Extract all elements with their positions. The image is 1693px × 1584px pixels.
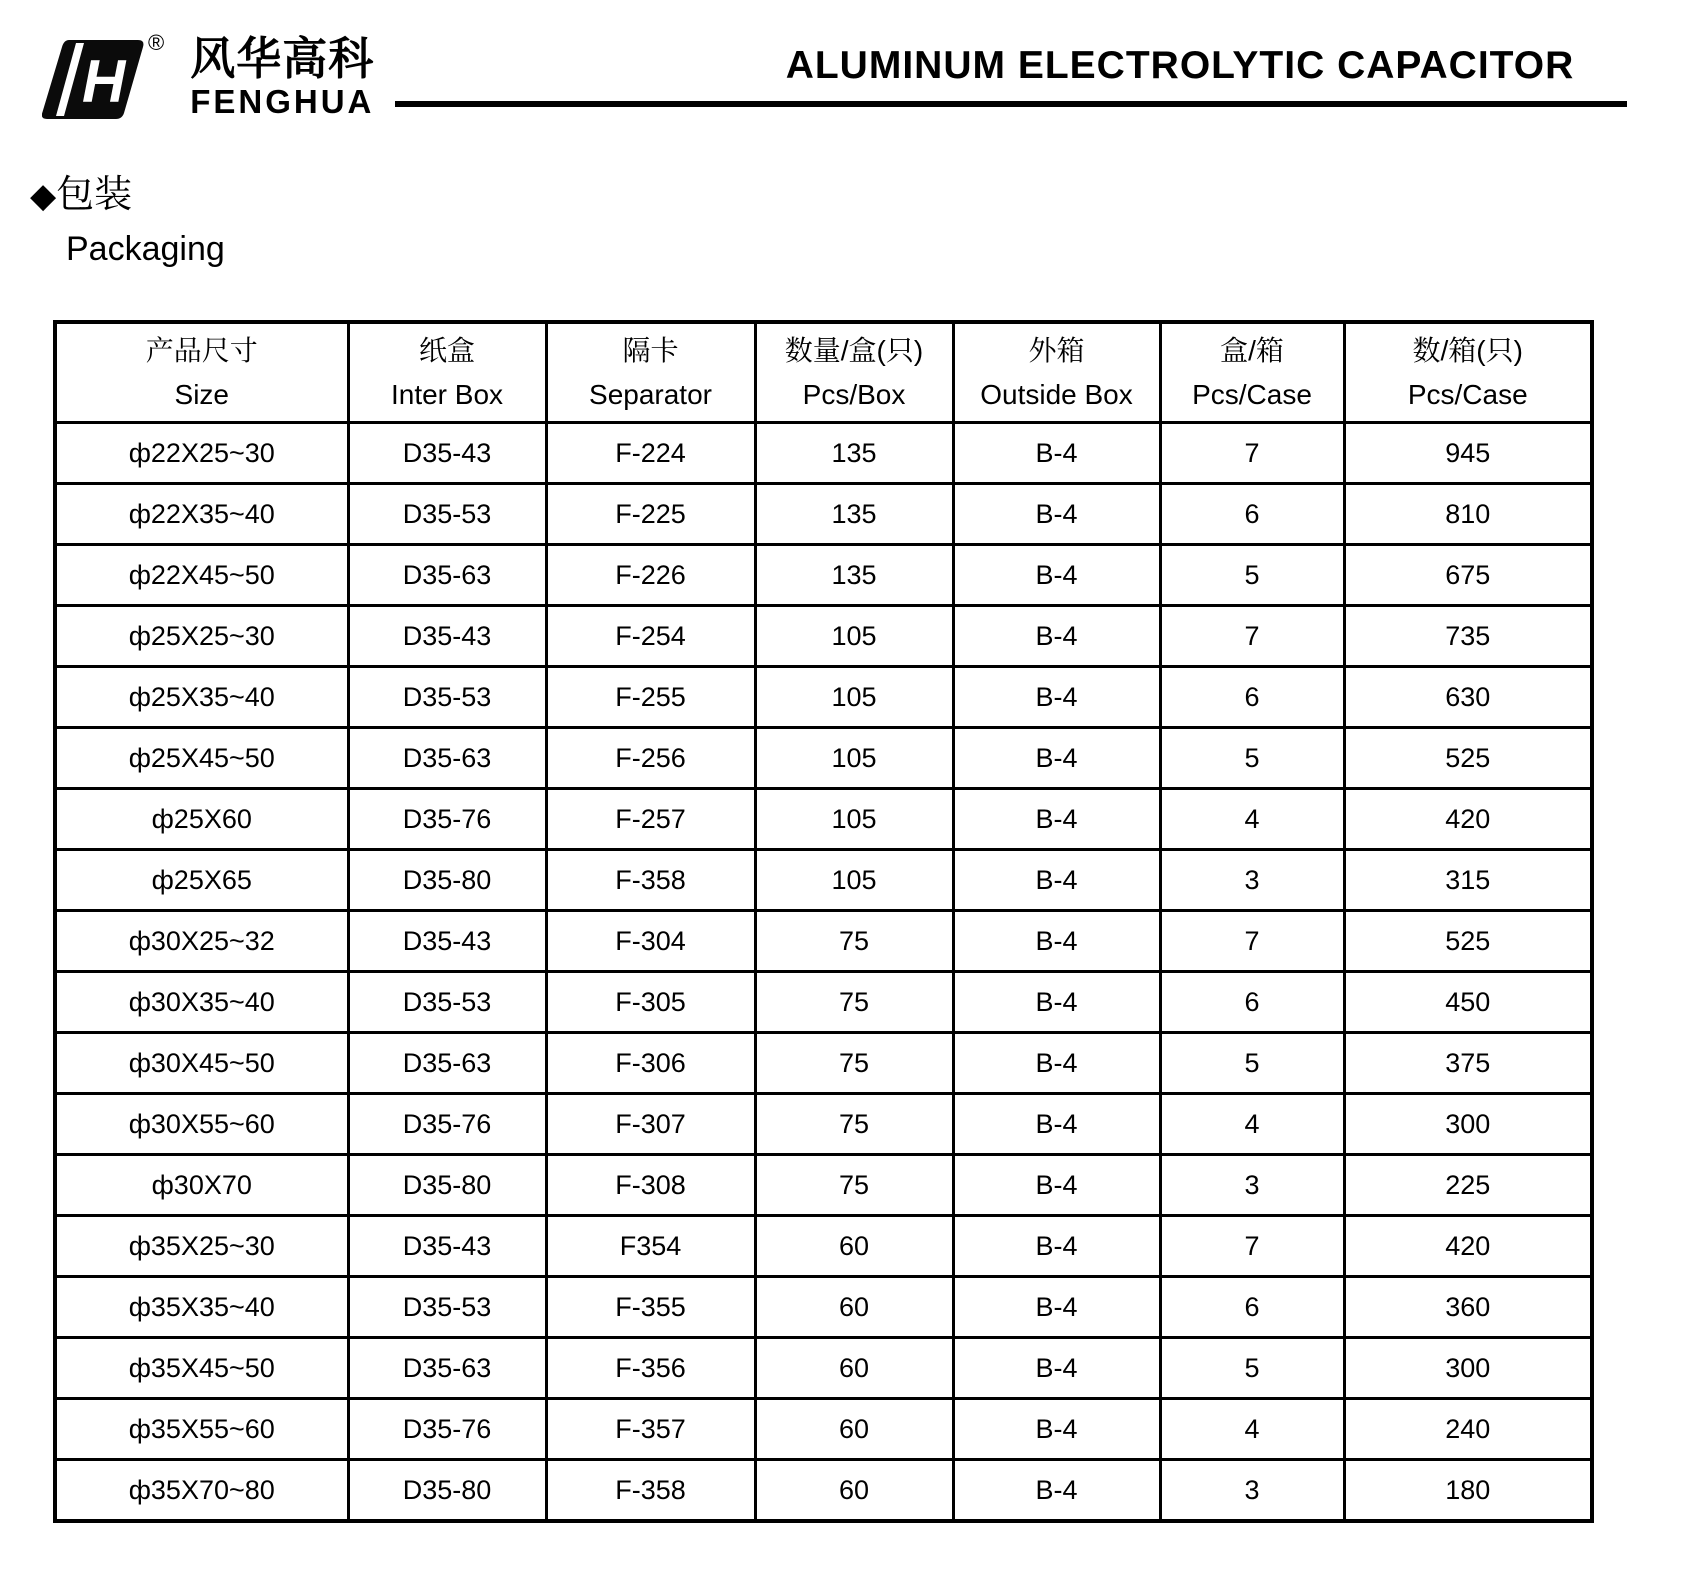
cell-size: ф25X45~50 [55, 728, 348, 789]
cell-size: ф35X55~60 [55, 1399, 348, 1460]
diamond-bullet-icon: ◆ [30, 177, 57, 215]
cell-inter-box: D35-53 [348, 972, 546, 1033]
column-header-stack [350, 324, 545, 421]
cell-pcs-box: 75 [755, 911, 953, 972]
cell-boxes-case: 5 [1160, 1338, 1344, 1399]
table-row [55, 667, 1592, 728]
table-row [55, 1216, 1592, 1277]
table-row [55, 1094, 1592, 1155]
column-header-separator [546, 322, 755, 423]
cell-outside-box: B-4 [953, 484, 1160, 545]
column-header-en: Pcs/Case [1407, 379, 1528, 410]
cell-size: ф35X35~40 [55, 1277, 348, 1338]
cell-separator: F-225 [546, 484, 755, 545]
cell-separator: F-254 [546, 606, 755, 667]
cell-outside-box: B-4 [953, 667, 1160, 728]
cell-pcs-box: 135 [755, 545, 953, 606]
cell-boxes-case: 7 [1160, 606, 1344, 667]
table-row [55, 789, 1592, 850]
cell-outside-box: B-4 [953, 606, 1160, 667]
cell-inter-box: D35-76 [348, 1399, 546, 1460]
cell-pcs-case: 300 [1344, 1094, 1592, 1155]
column-header-cn: 隔卡 [622, 335, 679, 366]
cell-pcs-case: 450 [1344, 972, 1592, 1033]
cell-pcs-case: 240 [1344, 1399, 1592, 1460]
cell-outside-box: B-4 [953, 1155, 1160, 1216]
column-header-inter-box [348, 322, 546, 423]
cell-boxes-case: 5 [1160, 1033, 1344, 1094]
cell-pcs-case: 630 [1344, 667, 1592, 728]
brand-name-chinese: 风华高科 [190, 33, 375, 84]
column-header-stack [757, 324, 952, 421]
table-row [55, 484, 1592, 545]
cell-boxes-case: 7 [1160, 1216, 1344, 1277]
cell-separator: F-306 [546, 1033, 755, 1094]
cell-inter-box: D35-43 [348, 1216, 546, 1277]
table-row [55, 1033, 1592, 1094]
cell-boxes-case: 5 [1160, 728, 1344, 789]
cell-size: ф22X25~30 [55, 423, 348, 484]
cell-pcs-case: 180 [1344, 1460, 1592, 1522]
packaging-table [53, 320, 1594, 1523]
table-row [55, 1155, 1592, 1216]
section-heading-en: Packaging [66, 230, 225, 268]
cell-inter-box: D35-80 [348, 1155, 546, 1216]
cell-boxes-case: 6 [1160, 484, 1344, 545]
cell-size: ф25X65 [55, 850, 348, 911]
cell-pcs-case: 375 [1344, 1033, 1592, 1094]
table-header-row [55, 322, 1592, 423]
table-row [55, 1460, 1592, 1522]
cell-boxes-case: 5 [1160, 545, 1344, 606]
cell-size: ф35X25~30 [55, 1216, 348, 1277]
svg-text:H: H [82, 48, 126, 115]
cell-boxes-case: 3 [1160, 1155, 1344, 1216]
cell-pcs-box: 75 [755, 1033, 953, 1094]
cell-pcs-box: 60 [755, 1399, 953, 1460]
column-header-en: Size [174, 379, 229, 410]
cell-pcs-case: 420 [1344, 789, 1592, 850]
cell-pcs-box: 75 [755, 1155, 953, 1216]
table-row [55, 728, 1592, 789]
cell-boxes-case: 6 [1160, 667, 1344, 728]
column-header-stack [1346, 324, 1591, 421]
table-row [55, 850, 1592, 911]
cell-pcs-case: 945 [1344, 423, 1592, 484]
cell-outside-box: B-4 [953, 1216, 1160, 1277]
cell-outside-box: B-4 [953, 728, 1160, 789]
cell-size: ф35X70~80 [55, 1460, 348, 1522]
table-header [55, 322, 1592, 423]
cell-outside-box: B-4 [953, 1399, 1160, 1460]
cell-inter-box: D35-53 [348, 484, 546, 545]
cell-inter-box: D35-43 [348, 606, 546, 667]
cell-outside-box: B-4 [953, 1460, 1160, 1522]
cell-separator: F-226 [546, 545, 755, 606]
cell-pcs-case: 315 [1344, 850, 1592, 911]
cell-outside-box: B-4 [953, 1094, 1160, 1155]
column-header-en: Pcs/Box [802, 379, 906, 410]
cell-pcs-box: 75 [755, 1094, 953, 1155]
cell-pcs-box: 105 [755, 606, 953, 667]
cell-separator: F-257 [546, 789, 755, 850]
cell-size: ф30X70 [55, 1155, 348, 1216]
cell-outside-box: B-4 [953, 972, 1160, 1033]
column-header-pcs-case [1344, 322, 1592, 423]
column-header-en: Inter Box [390, 379, 504, 410]
table-row [55, 545, 1592, 606]
page-title: ALUMINUM ELECTROLYTIC CAPACITOR [785, 44, 1575, 87]
table-row [55, 1399, 1592, 1460]
table-row [55, 606, 1592, 667]
cell-inter-box: D35-76 [348, 1094, 546, 1155]
cell-separator: F-308 [546, 1155, 755, 1216]
cell-outside-box: B-4 [953, 1033, 1160, 1094]
fenghua-logo-icon [42, 38, 146, 122]
brand-name-english: FENGHUA [190, 83, 375, 120]
cell-pcs-box: 105 [755, 667, 953, 728]
column-header-cn: 外箱 [1028, 335, 1085, 366]
cell-boxes-case: 6 [1160, 972, 1344, 1033]
cell-separator: F-357 [546, 1399, 755, 1460]
cell-size: ф30X35~40 [55, 972, 348, 1033]
cell-size: ф25X25~30 [55, 606, 348, 667]
cell-pcs-box: 135 [755, 423, 953, 484]
cell-separator: F-305 [546, 972, 755, 1033]
table-row [55, 1338, 1592, 1399]
brand-block [42, 30, 374, 122]
cell-separator: F-307 [546, 1094, 755, 1155]
cell-separator: F354 [546, 1216, 755, 1277]
column-header-stack [57, 324, 347, 421]
cell-pcs-case: 225 [1344, 1155, 1592, 1216]
column-header-pcs-box [755, 322, 953, 423]
cell-inter-box: D35-43 [348, 911, 546, 972]
column-header-en: Outside Box [980, 379, 1133, 410]
title-underline [395, 101, 1627, 107]
cell-inter-box: D35-63 [348, 1338, 546, 1399]
cell-separator: F-255 [546, 667, 755, 728]
cell-size: ф30X55~60 [55, 1094, 348, 1155]
cell-inter-box: D35-53 [348, 1277, 546, 1338]
cell-boxes-case: 7 [1160, 911, 1344, 972]
registered-trademark-icon: ® [148, 30, 165, 55]
cell-boxes-case: 3 [1160, 1460, 1344, 1522]
cell-pcs-box: 75 [755, 972, 953, 1033]
cell-separator: F-358 [546, 1460, 755, 1522]
table-row [55, 423, 1592, 484]
column-header-cn: 数量/盒(只) [784, 335, 924, 366]
column-header-cn: 数/箱(只) [1412, 335, 1523, 366]
cell-separator: F-356 [546, 1338, 755, 1399]
table-row [55, 972, 1592, 1033]
cell-boxes-case: 7 [1160, 423, 1344, 484]
cell-inter-box: D35-80 [348, 850, 546, 911]
cell-separator: F-304 [546, 911, 755, 972]
cell-size: ф22X45~50 [55, 545, 348, 606]
cell-pcs-case: 525 [1344, 728, 1592, 789]
table-row [55, 1277, 1592, 1338]
cell-size: ф30X25~32 [55, 911, 348, 972]
cell-outside-box: B-4 [953, 1338, 1160, 1399]
table-body [55, 423, 1592, 1522]
cell-pcs-case: 735 [1344, 606, 1592, 667]
column-header-cn: 产品尺寸 [145, 335, 258, 366]
cell-pcs-case: 420 [1344, 1216, 1592, 1277]
cell-pcs-box: 60 [755, 1338, 953, 1399]
section-heading-cn-text: 包装 [56, 174, 133, 216]
cell-boxes-case: 4 [1160, 1399, 1344, 1460]
cell-pcs-box: 60 [755, 1216, 953, 1277]
cell-outside-box: B-4 [953, 1277, 1160, 1338]
cell-pcs-case: 810 [1344, 484, 1592, 545]
cell-inter-box: D35-80 [348, 1460, 546, 1522]
cell-size: ф22X35~40 [55, 484, 348, 545]
cell-size: ф25X60 [55, 789, 348, 850]
cell-outside-box: B-4 [953, 423, 1160, 484]
cell-size: ф25X35~40 [55, 667, 348, 728]
cell-inter-box: D35-43 [348, 423, 546, 484]
cell-boxes-case: 3 [1160, 850, 1344, 911]
cell-pcs-case: 360 [1344, 1277, 1592, 1338]
cell-separator: F-256 [546, 728, 755, 789]
cell-pcs-box: 60 [755, 1277, 953, 1338]
cell-size: ф30X45~50 [55, 1033, 348, 1094]
cell-outside-box: B-4 [953, 850, 1160, 911]
cell-inter-box: D35-63 [348, 728, 546, 789]
cell-boxes-case: 4 [1160, 789, 1344, 850]
cell-pcs-box: 105 [755, 789, 953, 850]
column-header-en: Separator [589, 379, 712, 410]
column-header-size [55, 322, 348, 423]
cell-outside-box: B-4 [953, 789, 1160, 850]
brand-names [190, 33, 375, 120]
cell-inter-box: D35-76 [348, 789, 546, 850]
column-header-cn: 盒/箱 [1220, 335, 1284, 366]
cell-separator: F-358 [546, 850, 755, 911]
cell-pcs-box: 135 [755, 484, 953, 545]
cell-pcs-case: 675 [1344, 545, 1592, 606]
cell-pcs-case: 525 [1344, 911, 1592, 972]
cell-outside-box: B-4 [953, 545, 1160, 606]
cell-boxes-case: 4 [1160, 1094, 1344, 1155]
cell-pcs-box: 105 [755, 728, 953, 789]
cell-pcs-case: 300 [1344, 1338, 1592, 1399]
cell-separator: F-224 [546, 423, 755, 484]
column-header-cn: 纸盒 [418, 335, 475, 366]
column-header-stack [1162, 324, 1343, 421]
section-heading-cn [30, 176, 132, 214]
column-header-outside-box [953, 322, 1160, 423]
cell-inter-box: D35-63 [348, 1033, 546, 1094]
column-header-stack [955, 324, 1159, 421]
cell-inter-box: D35-53 [348, 667, 546, 728]
table-row [55, 911, 1592, 972]
cell-outside-box: B-4 [953, 911, 1160, 972]
cell-inter-box: D35-63 [348, 545, 546, 606]
cell-pcs-box: 60 [755, 1460, 953, 1522]
column-header-boxes-case [1160, 322, 1344, 423]
cell-separator: F-355 [546, 1277, 755, 1338]
column-header-stack [548, 324, 754, 421]
cell-size: ф35X45~50 [55, 1338, 348, 1399]
cell-boxes-case: 6 [1160, 1277, 1344, 1338]
column-header-en: Pcs/Case [1192, 379, 1312, 410]
cell-pcs-box: 105 [755, 850, 953, 911]
